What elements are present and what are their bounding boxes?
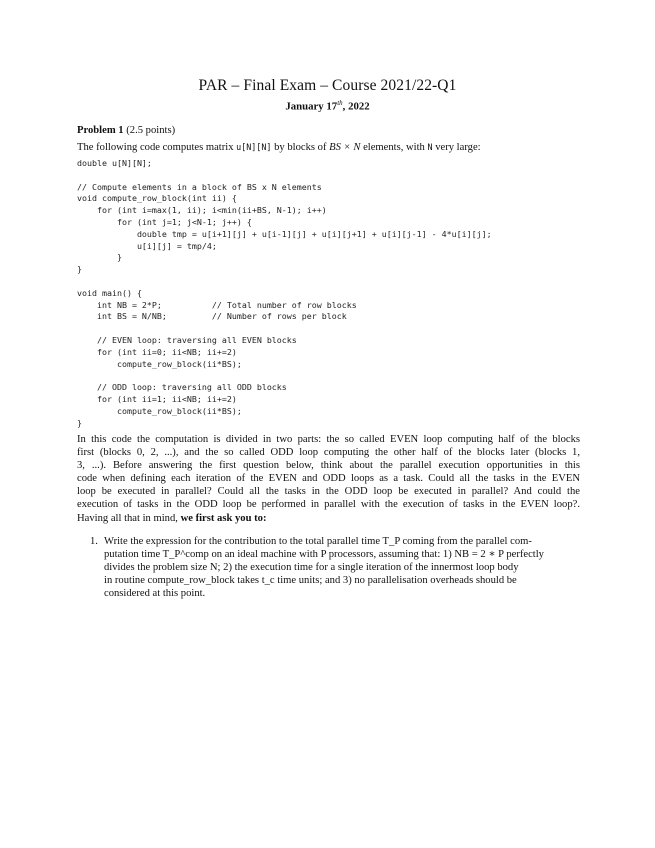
paragraph-line: code when defining each iteration of the EVEN and ODD loops as a task. Could all the tasks in the EVEN <box>77 473 580 485</box>
paragraph-line-text: Having all that in mind, <box>77 512 181 524</box>
code-line: // ODD loop: traversing all ODD blocks <box>77 382 287 393</box>
intro-code-n: N <box>427 142 433 152</box>
code-line: for (int i=max(1, ii); i<min(ii+BS, N-1); i++) <box>77 205 327 216</box>
code-line: // EVEN loop: traversing all EVEN blocks <box>77 334 297 345</box>
paragraph-bold-text: we first ask you to: <box>180 512 267 524</box>
code-line: u[i][j] = tmp/4; <box>77 240 217 251</box>
question-line: divides the problem size N; 2) the execution time for a single iteration of the innermost loop body <box>104 562 519 574</box>
intro-text-4: very large: <box>432 142 481 153</box>
question-line: Write the expression for the contribution to the total parallel time T_P coming from the parallel com- <box>104 536 532 547</box>
date-year: , 2022 <box>342 100 370 113</box>
page-title: PAR – Final Exam – Course 2021/22-Q1 <box>198 77 457 94</box>
paragraph-line-last <box>77 512 580 525</box>
intro-text-1: The following code computes matrix <box>77 142 237 153</box>
paragraph-line: loop be executed in parallel? Could all the tasks in the ODD loop be executed in parallel? And could the <box>77 486 580 498</box>
code-line: } <box>77 252 122 263</box>
code-line: } <box>77 417 82 428</box>
intro-code-matrix: u[N][N] <box>236 142 272 152</box>
problem-paragraph <box>77 433 580 525</box>
question-line: putation time T_P^comp on an ideal machine with P processors, assuming that: 1) NB = 2 ∗ P perfectly <box>104 549 544 561</box>
problem-heading <box>77 124 175 137</box>
question-number: 1. <box>90 536 98 547</box>
code-line: void main() { <box>77 287 142 298</box>
code-line: double tmp = u[i+1][j] + u[i-1][j] + u[i][j+1] + u[i][j-1] - 4*u[i][j]; <box>77 228 492 239</box>
exam-date <box>0 97 655 114</box>
problem-label: Problem 1 <box>77 125 124 136</box>
question-line: in routine compute_row_block takes t_c time units; and 3) no parallelisation overheads should be <box>104 575 517 587</box>
code-line: int BS = N/NB; // Number of rows per block <box>77 311 347 322</box>
code-line: compute_row_block(ii*BS); <box>77 405 242 416</box>
paragraph-line: execution of tasks in the ODD loop be performed in parallel with the execution of tasks in the EVEN loop?. <box>77 499 580 511</box>
code-listing <box>77 158 492 429</box>
code-line: compute_row_block(ii*BS); <box>77 358 242 369</box>
code-line: void compute_row_block(int ii) { <box>77 193 237 204</box>
paragraph-line: first (blocks 0, 2, ...), and the so called ODD loop computing the other half of the blocks later (blocks 1, <box>77 447 580 459</box>
code-line: for (int ii=0; ii<NB; ii+=2) <box>77 346 237 357</box>
date-month-day: January 17 <box>285 100 338 113</box>
code-line: // Compute elements in a block of BS x N elements <box>77 181 322 192</box>
paragraph-line: 3, ...). Before answering the first question below, think about the parallel execution opportunities in this <box>77 460 580 472</box>
code-line: int NB = 2*P; // Total number of row blocks <box>77 299 357 310</box>
question-line: considered at this point. <box>104 588 206 600</box>
date-suffix: th <box>337 99 343 107</box>
code-line: double u[N][N]; <box>77 158 152 168</box>
intro-text-2: by blocks of <box>271 142 330 153</box>
code-line: for (int ii=1; ii<NB; ii+=2) <box>77 393 237 404</box>
code-line: for (int j=1; j<N-1; j++) { <box>77 216 252 227</box>
code-line: } <box>77 264 82 275</box>
paragraph-line: In this code the computation is divided in two parts: the so called EVEN loop computing half of the blocks <box>77 434 580 445</box>
problem-intro <box>77 141 577 154</box>
problem-points: (2.5 points) <box>126 125 176 136</box>
intro-math: BS × N <box>329 142 361 153</box>
intro-text-3: elements, with <box>360 142 428 153</box>
question-list <box>90 535 580 600</box>
